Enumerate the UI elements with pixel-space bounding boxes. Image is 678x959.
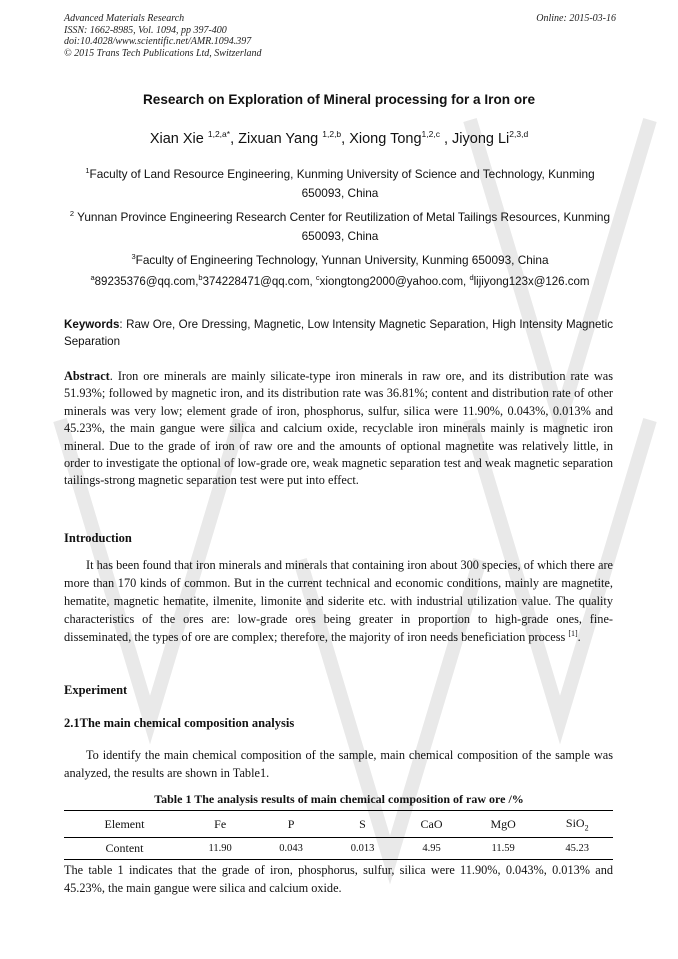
affiliation-mark: 3 <box>131 252 136 261</box>
journal-issn: ISSN: 1662-8985, Vol. 1094, pp 397-400 <box>64 24 227 36</box>
affiliation-mark: 2 <box>69 209 75 218</box>
keywords-label: Keywords <box>64 318 120 331</box>
email-address: xiongtong2000@yahoo.com, <box>319 276 470 288</box>
journal-name: Advanced Materials Research <box>64 13 185 24</box>
author-name: Xiong Tong <box>349 131 422 147</box>
table-row <box>64 838 613 860</box>
table-row-label: Content <box>64 838 185 860</box>
author-name: Jiyong Li <box>452 131 510 147</box>
author-name: Zixuan Yang <box>238 131 319 147</box>
keywords-text: : Raw Ore, Ore Dressing, Magnetic, Low Intensity Magnetic Separation, High Intensity Magnetic Separation <box>64 318 613 348</box>
email-address: 89235376@qq.com, <box>94 276 199 288</box>
citation-ref: [1] <box>568 629 578 639</box>
table-header-cell: S <box>327 811 398 838</box>
journal-copyright: © 2015 Trans Tech Publications Ltd, Switzerland <box>64 47 262 59</box>
affiliation-text: Yunnan Province Engineering Research Center for Reutilization of Metal Tailings Resources, Kunming 650093, China <box>74 210 611 243</box>
journal-meta <box>64 13 616 59</box>
author-affil-mark: 1,2,c <box>421 129 440 139</box>
journal-doi: doi:10.4028/www.scientific.net/AMR.1094.397 <box>64 36 252 47</box>
affiliation-1 <box>64 165 616 202</box>
table-cell: 4.95 <box>398 838 465 860</box>
affiliation-3 <box>64 251 616 270</box>
affiliation-mark: 1 <box>85 166 90 175</box>
table-cell: 0.013 <box>327 838 398 860</box>
formula-text: SiO <box>565 815 585 830</box>
email-mark: d <box>469 273 474 282</box>
composition-table <box>64 810 613 860</box>
formula-subscript: 2 <box>584 823 589 833</box>
table-note-paragraph: The table 1 indicates that the grade of iron, phosphorus, sulfur, silica were 11.90%, 0.043%, 0.013% and 45.23%, the main gangue were silica and calcium oxide. <box>64 863 613 895</box>
abstract-label: Abstract <box>64 369 110 383</box>
paper-title: Research on Exploration of Mineral processing for a Iron ore <box>142 92 536 107</box>
table-cell: 11.90 <box>185 838 255 860</box>
introduction-end: . <box>577 630 581 645</box>
author-separator: , <box>341 131 350 147</box>
email-address: 374228471@qq.com, <box>202 276 316 288</box>
email-mark: c <box>315 273 320 282</box>
table-header-cell: P <box>255 811 326 838</box>
table-header-row <box>64 811 613 838</box>
email-mark: a <box>90 273 95 282</box>
affiliation-text: Faculty of Engineering Technology, Yunnan University, Kunming 650093, China <box>135 253 549 267</box>
author-affil-mark: 1,2,a* <box>207 129 231 139</box>
table-cell: 11.59 <box>465 838 542 860</box>
table-cell: 0.043 <box>255 838 326 860</box>
abstract-paragraph <box>64 368 613 490</box>
author-separator: , <box>230 131 239 147</box>
section-2-1-paragraph: To identify the main chemical composition of the sample, main chemical composition of the sample was analyzed, the results are shown in Table1. <box>64 748 613 780</box>
email-address: lijiyong123x@126.com <box>473 276 590 288</box>
email-mark: b <box>198 273 203 282</box>
introduction-paragraph <box>64 556 613 646</box>
email-list <box>64 273 616 288</box>
abstract-text: . Iron ore minerals are mainly silicate-type iron minerals in raw ore, and its distribution rate was 51.93%; followed by magnetic iron, and its distribution rate was 36.81%; content and distribution rate of other minerals was very low; element grade of iron, phosphorus, sulfur, silica were 11.90%, 0.043%, 0.013% and 45.23%, the main gangue were silica and calcium oxide, recyclable iron minerals mainly is magnetic iron mineral. Due to the grade of iron of raw ore and the amounts of optional magnetite was relatively little, in order to investigate the optional of low-grade ore, weak magnetic separation test and weak magnetic separation tailings-strong magnetic separation test were put into effect. <box>64 369 613 488</box>
author-affil-mark: 1,2,b <box>322 129 342 139</box>
author-affil-mark: 2,3,d <box>509 129 529 139</box>
introduction-heading: Introduction <box>64 531 132 545</box>
online-date: Online: 2015-03-16 <box>536 13 616 24</box>
author-name: Xian Xie <box>149 131 204 147</box>
affiliation-text: Faculty of Land Resource Engineering, Kunming University of Science and Technology, Kunming 650093, China <box>89 167 595 200</box>
keywords-paragraph <box>64 316 613 350</box>
table-header-cell: CaO <box>398 811 465 838</box>
table-cell: 45.23 <box>541 838 613 860</box>
affiliation-2 <box>64 208 616 245</box>
author-separator: , <box>443 131 453 147</box>
table-header-cell: Fe <box>185 811 255 838</box>
author-list <box>0 131 678 147</box>
introduction-text: It has been found that iron minerals and minerals that containing iron about 300 species, of which there are more than 170 kinds of common. But in the current technical and economic conditions, mainly are magnetite, hematite, magnetic hematite, ilmenite, limonite and siderite etc. with industrial utilization value. The quality characteristics of the ores are: low-grade ores being greater in proportion to high-grade ones, fine-disseminated, the types of ore are complex; therefore, the majority of iron needs beneficiation process <box>64 558 613 645</box>
section-2-1-heading: 2.1The main chemical composition analysis <box>64 716 295 730</box>
table-header-cell: MgO <box>465 811 542 838</box>
table-header-cell: Element <box>64 811 185 838</box>
table-caption: Table 1 The analysis results of main chemical composition of raw ore /% <box>154 792 524 806</box>
experiment-heading: Experiment <box>64 683 128 697</box>
table-header-cell <box>541 811 613 838</box>
